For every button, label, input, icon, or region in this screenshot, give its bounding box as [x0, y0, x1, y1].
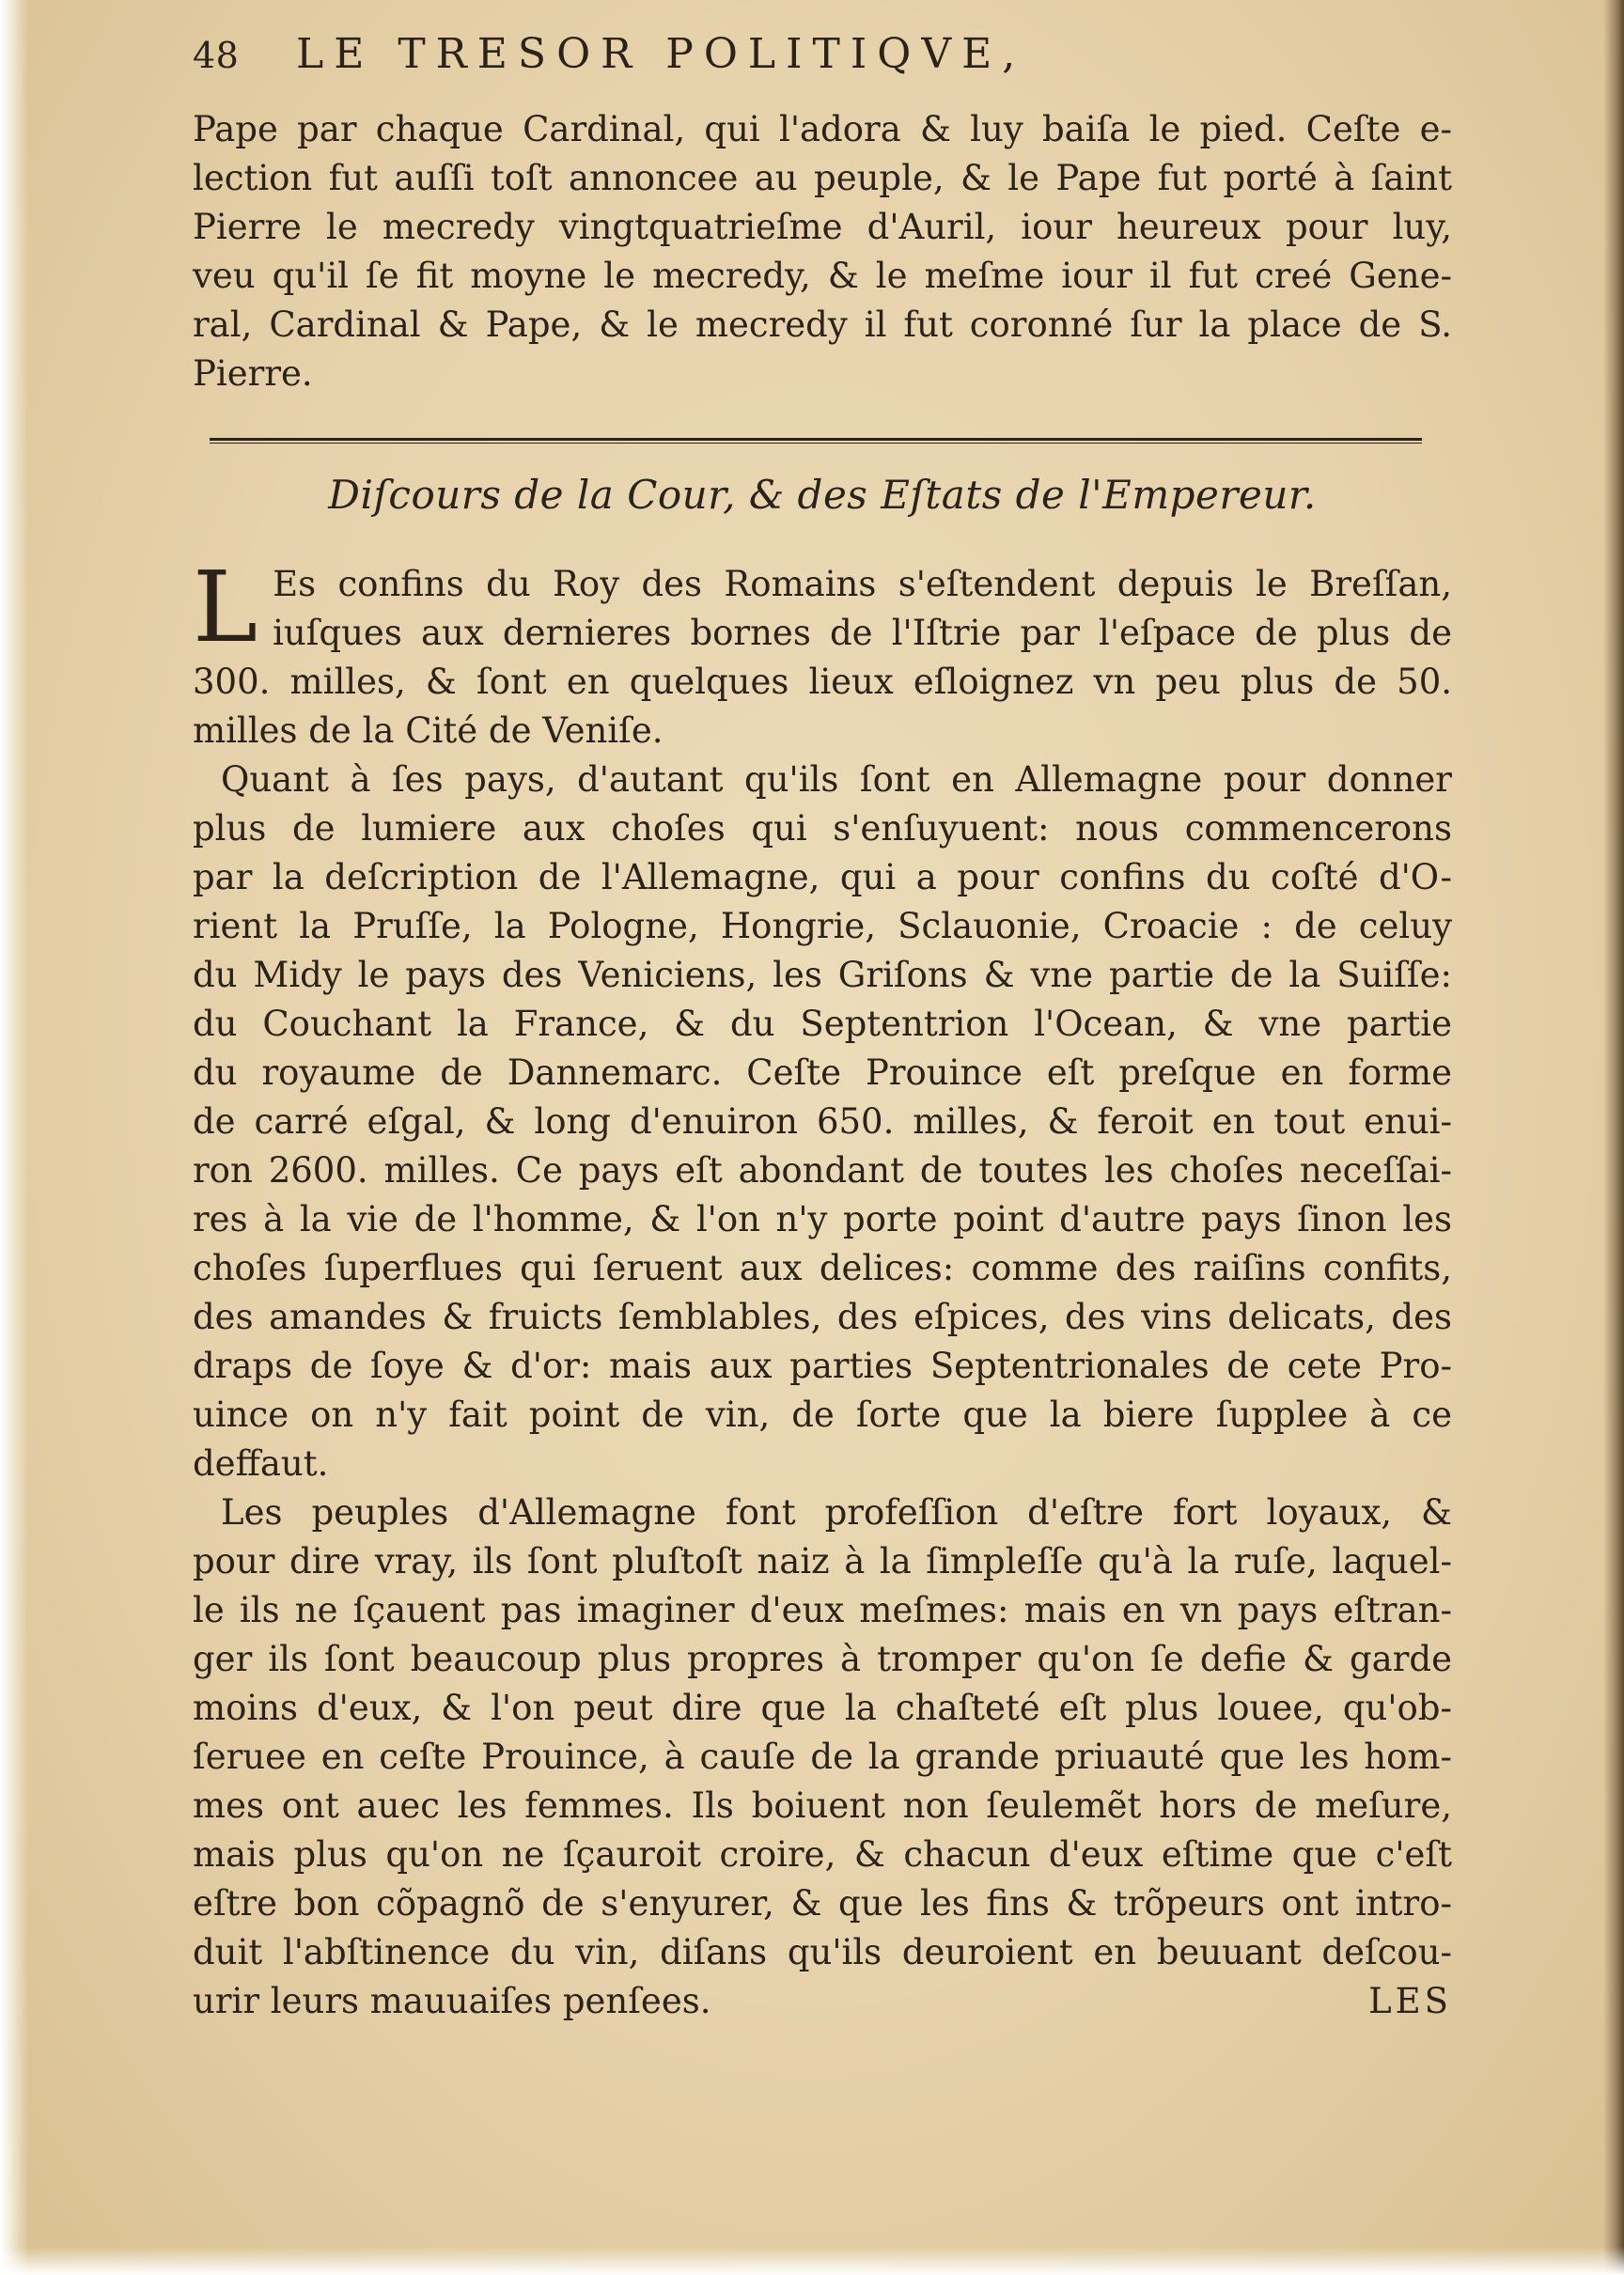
text-line: duit l'abſtinence du vin, diſans qu'ils deuroient en beuuant deſcou-: [193, 1932, 1452, 1972]
text-line: par la deſcription de l'Allemagne, qui a pour confins du coſté d'O-: [193, 857, 1452, 897]
bottom-page-edge: [0, 2247, 1624, 2275]
section-divider-rule: [210, 438, 1422, 444]
text-line: ſeruee en ceſte Prouince, à cauſe de la grande priuauté que les hom-: [193, 1737, 1452, 1777]
text-line: eſtre bon cõpagnõ de s'enyurer, & que les fins & trõpeurs ont intro-: [193, 1883, 1452, 1924]
text-line: rient la Pruſſe, la Pologne, Hongrie, Sclauonie, Croacie : de celuy: [193, 906, 1452, 946]
text-line: ral, Cardinal & Pape, & le mecredy il fut coronné ſur la place de S.: [193, 304, 1452, 345]
text-line: pour dire vray, ils ſont pluſtoſt naiz à la ſimpleſſe qu'à la ruſe, laquel-: [193, 1541, 1452, 1582]
text-line: ger ils ſont beaucoup plus propres à tromper qu'on ſe defie & garde: [193, 1639, 1452, 1679]
running-head: [193, 30, 1452, 105]
book-page: [193, 30, 1452, 2026]
text-line: de carré eſgal, & long d'enuiron 650. milles, & feroit en tout enui-: [193, 1101, 1452, 1142]
text-line: Pape par chaque Cardinal, qui l'adora & luy baiſa le pied. Ceſte e-: [193, 109, 1452, 149]
text-line: deffaut.: [193, 1443, 329, 1484]
running-title: LE TRESOR POLITIQVE,: [296, 30, 1026, 78]
paragraph-1: [193, 550, 1452, 756]
text-line: mes ont auec les femmes. Ils boiuent non ſeulemẽt hors de meſure,: [193, 1785, 1452, 1826]
paragraph-2: [193, 756, 1452, 1488]
text-line: des amandes & fruicts ſemblables, des eſpices, des vins delicats, des: [193, 1297, 1452, 1337]
left-page-edge: [0, 0, 28, 2275]
continuation-paragraph: [193, 105, 1452, 398]
text-line: Les peuples d'Allemagne font profeſſion d'eſtre fort loyaux, &: [221, 1492, 1452, 1533]
text-line: plus de lumiere aux choſes qui s'enſuyuent: nous commencerons: [193, 808, 1452, 849]
final-line: [193, 1977, 1452, 2026]
text-line: du royaume de Dannemarc. Ceſte Prouince eſt preſque en forme: [193, 1052, 1452, 1093]
text-line: Pierre.: [193, 353, 313, 394]
text-line: Pierre le mecredy vingtquatrieſme d'Auril, iour heureux pour luy,: [193, 207, 1452, 247]
right-binding-shadow: [1603, 0, 1624, 2275]
text-line: uince on n'y fait point de vin, de ſorte que la biere ſupplee à ce: [193, 1395, 1452, 1435]
catchword: LES: [1368, 1981, 1452, 2021]
text-line: du Midy le pays des Veniciens, les Griſons & vne partie de la Suiſſe:: [193, 955, 1452, 995]
text-line: moins d'eux, & l'on peut dire que la chaſteté eſt plus louee, qu'ob-: [193, 1688, 1452, 1728]
text-line: Quant à ſes pays, d'autant qu'ils ſont en Allemagne pour donner: [221, 759, 1452, 800]
text-line: Es confins du Roy des Romains s'eſtendent depuis le Breſſan,: [273, 564, 1452, 604]
text-line: res à la vie de l'homme, & l'on n'y porte point d'autre pays ſinon les: [193, 1199, 1452, 1239]
text-line: draps de ſoye & d'or: mais aux parties Septentrionales de cete Pro-: [193, 1346, 1452, 1386]
text-line: lection fut auſſi toſt annoncee au peuple, & le Pape fut porté à ſaint: [193, 158, 1452, 198]
text-line: milles de la Cité de Veniſe.: [193, 710, 664, 751]
section-heading: Diſcours de la Cour, & des Eſtats de l'Empereur.: [328, 472, 1317, 518]
page-number: 48: [193, 35, 240, 76]
text-line: ron 2600. milles. Ce pays eſt abondant de toutes les choſes neceſſai-: [193, 1150, 1452, 1191]
drop-cap: L: [193, 550, 258, 664]
text-line: du Couchant la France, & du Septentrion l'Ocean, & vne partie: [193, 1004, 1452, 1044]
text-line: mais plus qu'on ne ſçauroit croire, & chacun d'eux eſtime que c'eſt: [193, 1834, 1452, 1875]
text-line: iuſques aux dernieres bornes de l'Iſtrie par l'eſpace de plus de: [273, 613, 1452, 653]
text-line: le ils ne ſçauent pas imaginer d'eux meſmes: mais en vn pays eſtran-: [193, 1590, 1452, 1630]
paragraph-3: [193, 1488, 1452, 2026]
text-line: veu qu'il ſe fit moyne le mecredy, & le meſme iour il fut creé Gene-: [193, 256, 1452, 296]
text-line: 300. milles, & ſont en quelques lieux eſloignez vn peu plus de 50.: [193, 662, 1452, 702]
text-line: urir leurs mauuaiſes penſees.: [193, 1981, 711, 2021]
text-line: choſes ſuperflues qui ſeruent aux delices: comme des raiſins confits,: [193, 1248, 1452, 1288]
